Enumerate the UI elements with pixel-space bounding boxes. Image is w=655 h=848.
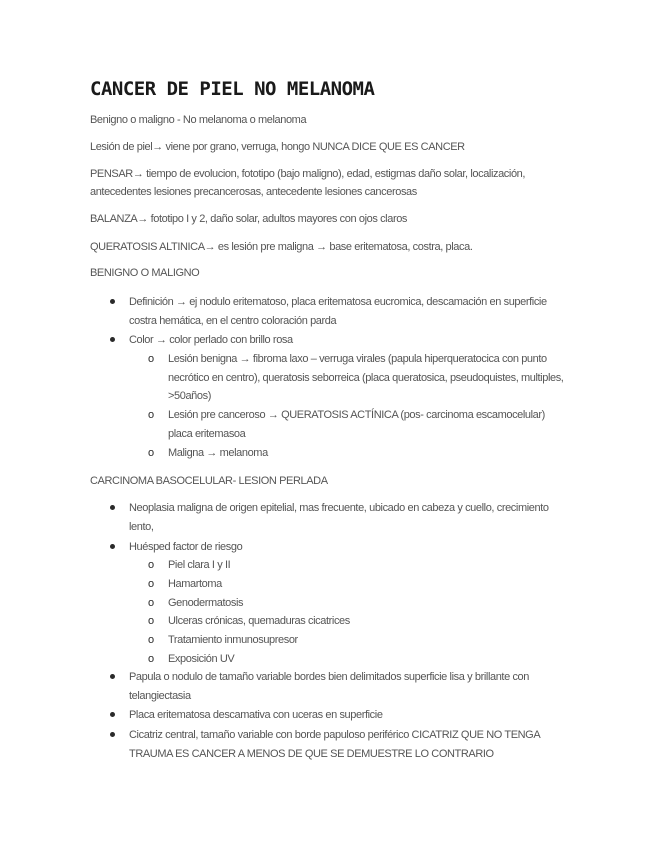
paragraph-pensar: PENSAR→ tiempo de evolucion, fototipo (bajo maligno), edad, estigmas daño solar, localización, antecedentes lesiones precancerosas, antecedente lesiones cancerosas [90, 168, 526, 198]
sub-list-item-lesion-benigna: o Lesión benigna → fibroma laxo – verruga virales (papula hiperqueratocica con punto necrótico en centro), queratosis seborreica (placa queratosica, pseudoquistes, multiples, >50años) [168, 350, 568, 406]
sub-list-item-genodermatosis: o Genodermatosis [168, 594, 568, 613]
sub-list-item-lesion-pre-canceroso: o Lesión pre canceroso → QUERATOSIS ACTÍNICA (pos- carcinoma escamocelular) placa eritemasoa [168, 406, 568, 443]
paragraph-benigno-maligno: Benigno o maligno - No melanoma o melanoma [90, 114, 307, 126]
list-item-huesped: Huésped factor de riesgo [129, 538, 569, 557]
sub-list-item-maligna: o Maligna → melanoma [168, 444, 568, 463]
sub-list-item-ulceras: o Ulceras crónicas, quemaduras cicatrices [168, 612, 568, 631]
list-item-definicion: Definición → ej nodulo eritematoso, placa eritematosa eucromica, descamación en superficie costra hemática, en el centro coloración parda [129, 293, 569, 330]
sub-list-item-hamartoma: o Hamartoma [168, 575, 568, 594]
list-item-cicatriz-central: Cicatriz central, tamaño variable con borde papuloso periférico CICATRIZ QUE NO TENGA TRAUMA ES CANCER A MENOS DE QUE SE DEMUESTRE LO CONTRARIO [129, 726, 569, 763]
section-heading-benigno-maligno: BENIGNO O MALIGNO [90, 267, 200, 279]
list-item-color: Color → color perlado con brillo rosa [129, 331, 569, 350]
paragraph-balanza: BALANZA→ fototipo I y 2, daño solar, adultos mayores con ojos claros [90, 213, 408, 225]
sub-list-item-piel-clara: o Piel clara I y II [168, 556, 568, 575]
page-title: CANCER DE PIEL NO MELANOMA [90, 78, 375, 100]
sub-list-item-exposicion-uv: o Exposición UV [168, 650, 568, 669]
section-heading-carcinoma-basocelular: CARCINOMA BASOCELULAR- LESION PERLADA [90, 475, 328, 487]
list-item-placa-eritematosa: Placa eritematosa descamativa con uceras en superficie [129, 706, 569, 725]
paragraph-queratosis: QUERATOSIS ALTINICA→ es lesión pre maligna → base eritematosa, costra, placa. [90, 241, 473, 253]
paragraph-lesion-piel: Lesión de piel→ viene por grano, verruga, hongo NUNCA DICE QUE ES CANCER [90, 141, 465, 153]
list-item-neoplasia: Neoplasia maligna de origen epitelial, mas frecuente, ubicado en cabeza y cuello, crecimiento lento, [129, 499, 569, 536]
list-item-papula-nodulo: Papula o nodulo de tamaño variable bordes bien delimitados superficie lisa y brillante con telangiectasia [129, 668, 569, 705]
sub-list-item-tratamiento: o Tratamiento inmunosupresor [168, 631, 568, 650]
